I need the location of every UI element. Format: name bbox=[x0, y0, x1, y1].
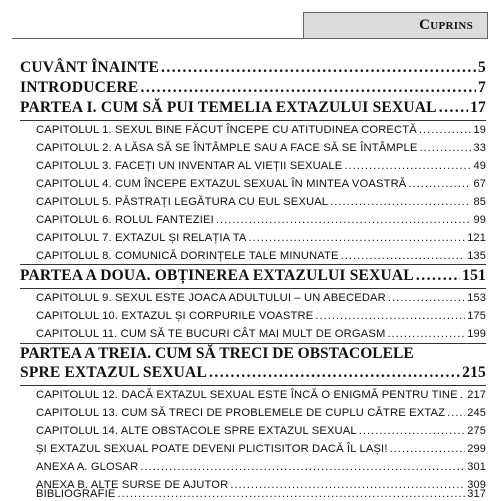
section-divider bbox=[20, 343, 486, 344]
toc-page: 215 bbox=[462, 364, 486, 381]
toc-entry-ch10[interactable] bbox=[20, 310, 486, 322]
toc-entry-ch4[interactable] bbox=[20, 178, 486, 190]
toc-label: ANEXA A. GLOSAR bbox=[36, 461, 139, 473]
toc-page: 301 bbox=[467, 461, 486, 473]
toc-page: 135 bbox=[467, 250, 486, 262]
toc-entry-ch1[interactable] bbox=[20, 124, 486, 136]
toc-entry-intro[interactable] bbox=[20, 79, 486, 97]
leader-dots bbox=[161, 59, 476, 77]
leader-dots bbox=[140, 79, 476, 97]
section-divider bbox=[20, 385, 486, 386]
toc-page: 33 bbox=[473, 142, 486, 154]
toc-entry-part2[interactable] bbox=[20, 267, 486, 285]
leader-dots bbox=[344, 160, 471, 172]
toc-label: CAPITOLUL 7. EXTAZUL ȘI RELAȚIA TA bbox=[36, 232, 247, 244]
toc-label: CAPITOLUL 14. ALTE OBSTACOLE SPRE EXTAZUL SEXUAL bbox=[36, 425, 357, 437]
leader-dots bbox=[460, 389, 465, 401]
toc-label: CAPITOLUL 10. EXTAZUL ȘI CORPURILE VOASTRE bbox=[36, 310, 314, 322]
leader-dots bbox=[209, 364, 460, 382]
leader-dots bbox=[419, 142, 471, 154]
toc-label: ANEXA B. ALTE SURSE DE AJUTOR bbox=[36, 479, 229, 491]
header-divider bbox=[487, 12, 488, 39]
toc-label: CAPITOLUL 13. CUM SĂ TRECI DE PROBLEMELE DE CUPLU CĂTRE EXTAZ bbox=[36, 407, 446, 419]
section-divider bbox=[20, 120, 486, 121]
leader-dots bbox=[388, 292, 465, 304]
toc-entry-part1[interactable] bbox=[20, 99, 486, 117]
toc-page: 85 bbox=[473, 196, 486, 208]
toc-entry-ch12[interactable] bbox=[20, 389, 486, 401]
toc-entry-plictisitor[interactable] bbox=[20, 443, 486, 455]
toc-entry-bibliografie[interactable] bbox=[20, 488, 486, 500]
toc-entry-part3[interactable] bbox=[20, 364, 486, 382]
toc-page: 199 bbox=[467, 328, 486, 340]
toc-entry-ch2[interactable] bbox=[20, 142, 486, 154]
page-title: Cuprins bbox=[419, 17, 473, 33]
toc-page: 299 bbox=[467, 443, 486, 455]
leader-dots bbox=[216, 214, 472, 226]
section-divider bbox=[20, 288, 486, 289]
leader-dots bbox=[248, 232, 465, 244]
toc-entry-ch6[interactable] bbox=[20, 214, 486, 226]
toc-page: 49 bbox=[473, 160, 486, 172]
toc-label: CAPITOLUL 3. FACEȚI UN INVENTAR AL VIEȚII SEXUALE bbox=[36, 160, 343, 172]
section-divider bbox=[20, 264, 486, 265]
toc-entry-ch9[interactable] bbox=[20, 292, 486, 304]
leader-dots bbox=[390, 443, 466, 455]
toc-entry-cuvant[interactable] bbox=[20, 59, 486, 77]
toc-page: 309 bbox=[467, 479, 486, 491]
leader-dots bbox=[439, 99, 468, 117]
leader-dots bbox=[341, 250, 466, 262]
toc-label: CAPITOLUL 2. A LĂSA SĂ SE ÎNTÂMPLE SAU A FACE SĂ SE ÎNTÂMPLE bbox=[36, 142, 418, 154]
leader-dots bbox=[416, 267, 460, 285]
toc-entry-ch8[interactable] bbox=[20, 250, 486, 262]
toc-part3-heading: PARTEA A TREIA. CUM SĂ TRECI DE OBSTACOLELE bbox=[20, 345, 414, 362]
toc-page: 5 bbox=[478, 59, 486, 76]
toc-page: 153 bbox=[467, 292, 486, 304]
toc-label: CAPITOLUL 6. ROLUL FANTEZIEI bbox=[36, 214, 214, 226]
leader-dots bbox=[447, 407, 465, 419]
toc-label: CAPITOLUL 5. PĂSTRAȚI LEGĂTURA CU EUL SEXUAL bbox=[36, 196, 329, 208]
leader-dots bbox=[330, 196, 471, 208]
toc-label: CAPITOLUL 9. SEXUL ESTE JOACA ADULTULUI – UN ABECEDAR bbox=[36, 292, 386, 304]
top-rule bbox=[12, 38, 488, 39]
toc-page: 175 bbox=[467, 310, 486, 322]
toc-entry-ch13[interactable] bbox=[20, 407, 486, 419]
toc-label: CAPITOLUL 4. CUM ÎNCEPE EXTAZUL SEXUAL ÎN MINTEA VOASTRĂ bbox=[36, 178, 407, 190]
toc-page: 67 bbox=[473, 178, 486, 190]
toc-label: CAPITOLUL 11. CUM SĂ TE BUCURI CÂT MAI MULT DE ORGASM bbox=[36, 328, 386, 340]
toc-label: CAPITOLUL 8. COMUNICĂ DORINȚELE TALE MINUNATE bbox=[36, 250, 339, 262]
toc-label: PARTEA A DOUA. OBȚINEREA EXTAZULUI SEXUAL bbox=[20, 267, 414, 284]
toc-label: PARTEA I. CUM SĂ PUI TEMELIA EXTAZULUI SEXUAL bbox=[20, 99, 437, 116]
leader-dots bbox=[140, 461, 465, 473]
toc-entry-ch5[interactable] bbox=[20, 196, 486, 208]
toc-entry-ch11[interactable] bbox=[20, 328, 486, 340]
toc-label: CAPITOLUL 12. DACĂ EXTAZUL SEXUAL ESTE ÎNCĂ O ENIGMĂ PENTRU TINE bbox=[36, 389, 458, 401]
toc-page: 275 bbox=[467, 425, 486, 437]
toc-page: 245 bbox=[467, 407, 486, 419]
toc-label: ȘI EXTAZUL SEXUAL POATE DEVENI PLICTISITOR DACĂ ÎL LAȘI! bbox=[36, 443, 388, 455]
toc-page: 17 bbox=[470, 99, 486, 116]
leader-dots bbox=[387, 328, 465, 340]
toc-page: 99 bbox=[473, 214, 486, 226]
toc-label: CUVÂNT ÎNAINTE bbox=[20, 59, 160, 76]
toc-label: SPRE EXTAZUL SEXUAL bbox=[20, 364, 207, 381]
toc-entry-anexa-a[interactable] bbox=[20, 461, 486, 473]
leader-dots bbox=[408, 178, 471, 190]
leader-dots bbox=[118, 488, 466, 500]
toc-entry-ch7[interactable] bbox=[20, 232, 486, 244]
leader-dots bbox=[315, 310, 465, 322]
toc-entry-ch14[interactable] bbox=[20, 425, 486, 437]
header-box bbox=[303, 12, 487, 39]
leader-dots bbox=[419, 124, 472, 136]
toc-label: BIBLIOGRAFIE bbox=[36, 488, 116, 500]
toc-page: 151 bbox=[462, 267, 486, 284]
toc-label: INTRODUCERE bbox=[20, 79, 139, 96]
toc-page: 19 bbox=[473, 124, 486, 136]
toc-page: 121 bbox=[467, 232, 486, 244]
toc-entry-ch3[interactable] bbox=[20, 160, 486, 172]
toc-page: 217 bbox=[467, 389, 486, 401]
leader-dots bbox=[359, 425, 465, 437]
toc-page: 7 bbox=[478, 79, 486, 96]
toc-label: CAPITOLUL 1. SEXUL BINE FĂCUT ÎNCEPE CU ATITUDINEA CORECTĂ bbox=[36, 124, 417, 136]
toc-page: 317 bbox=[467, 488, 486, 500]
